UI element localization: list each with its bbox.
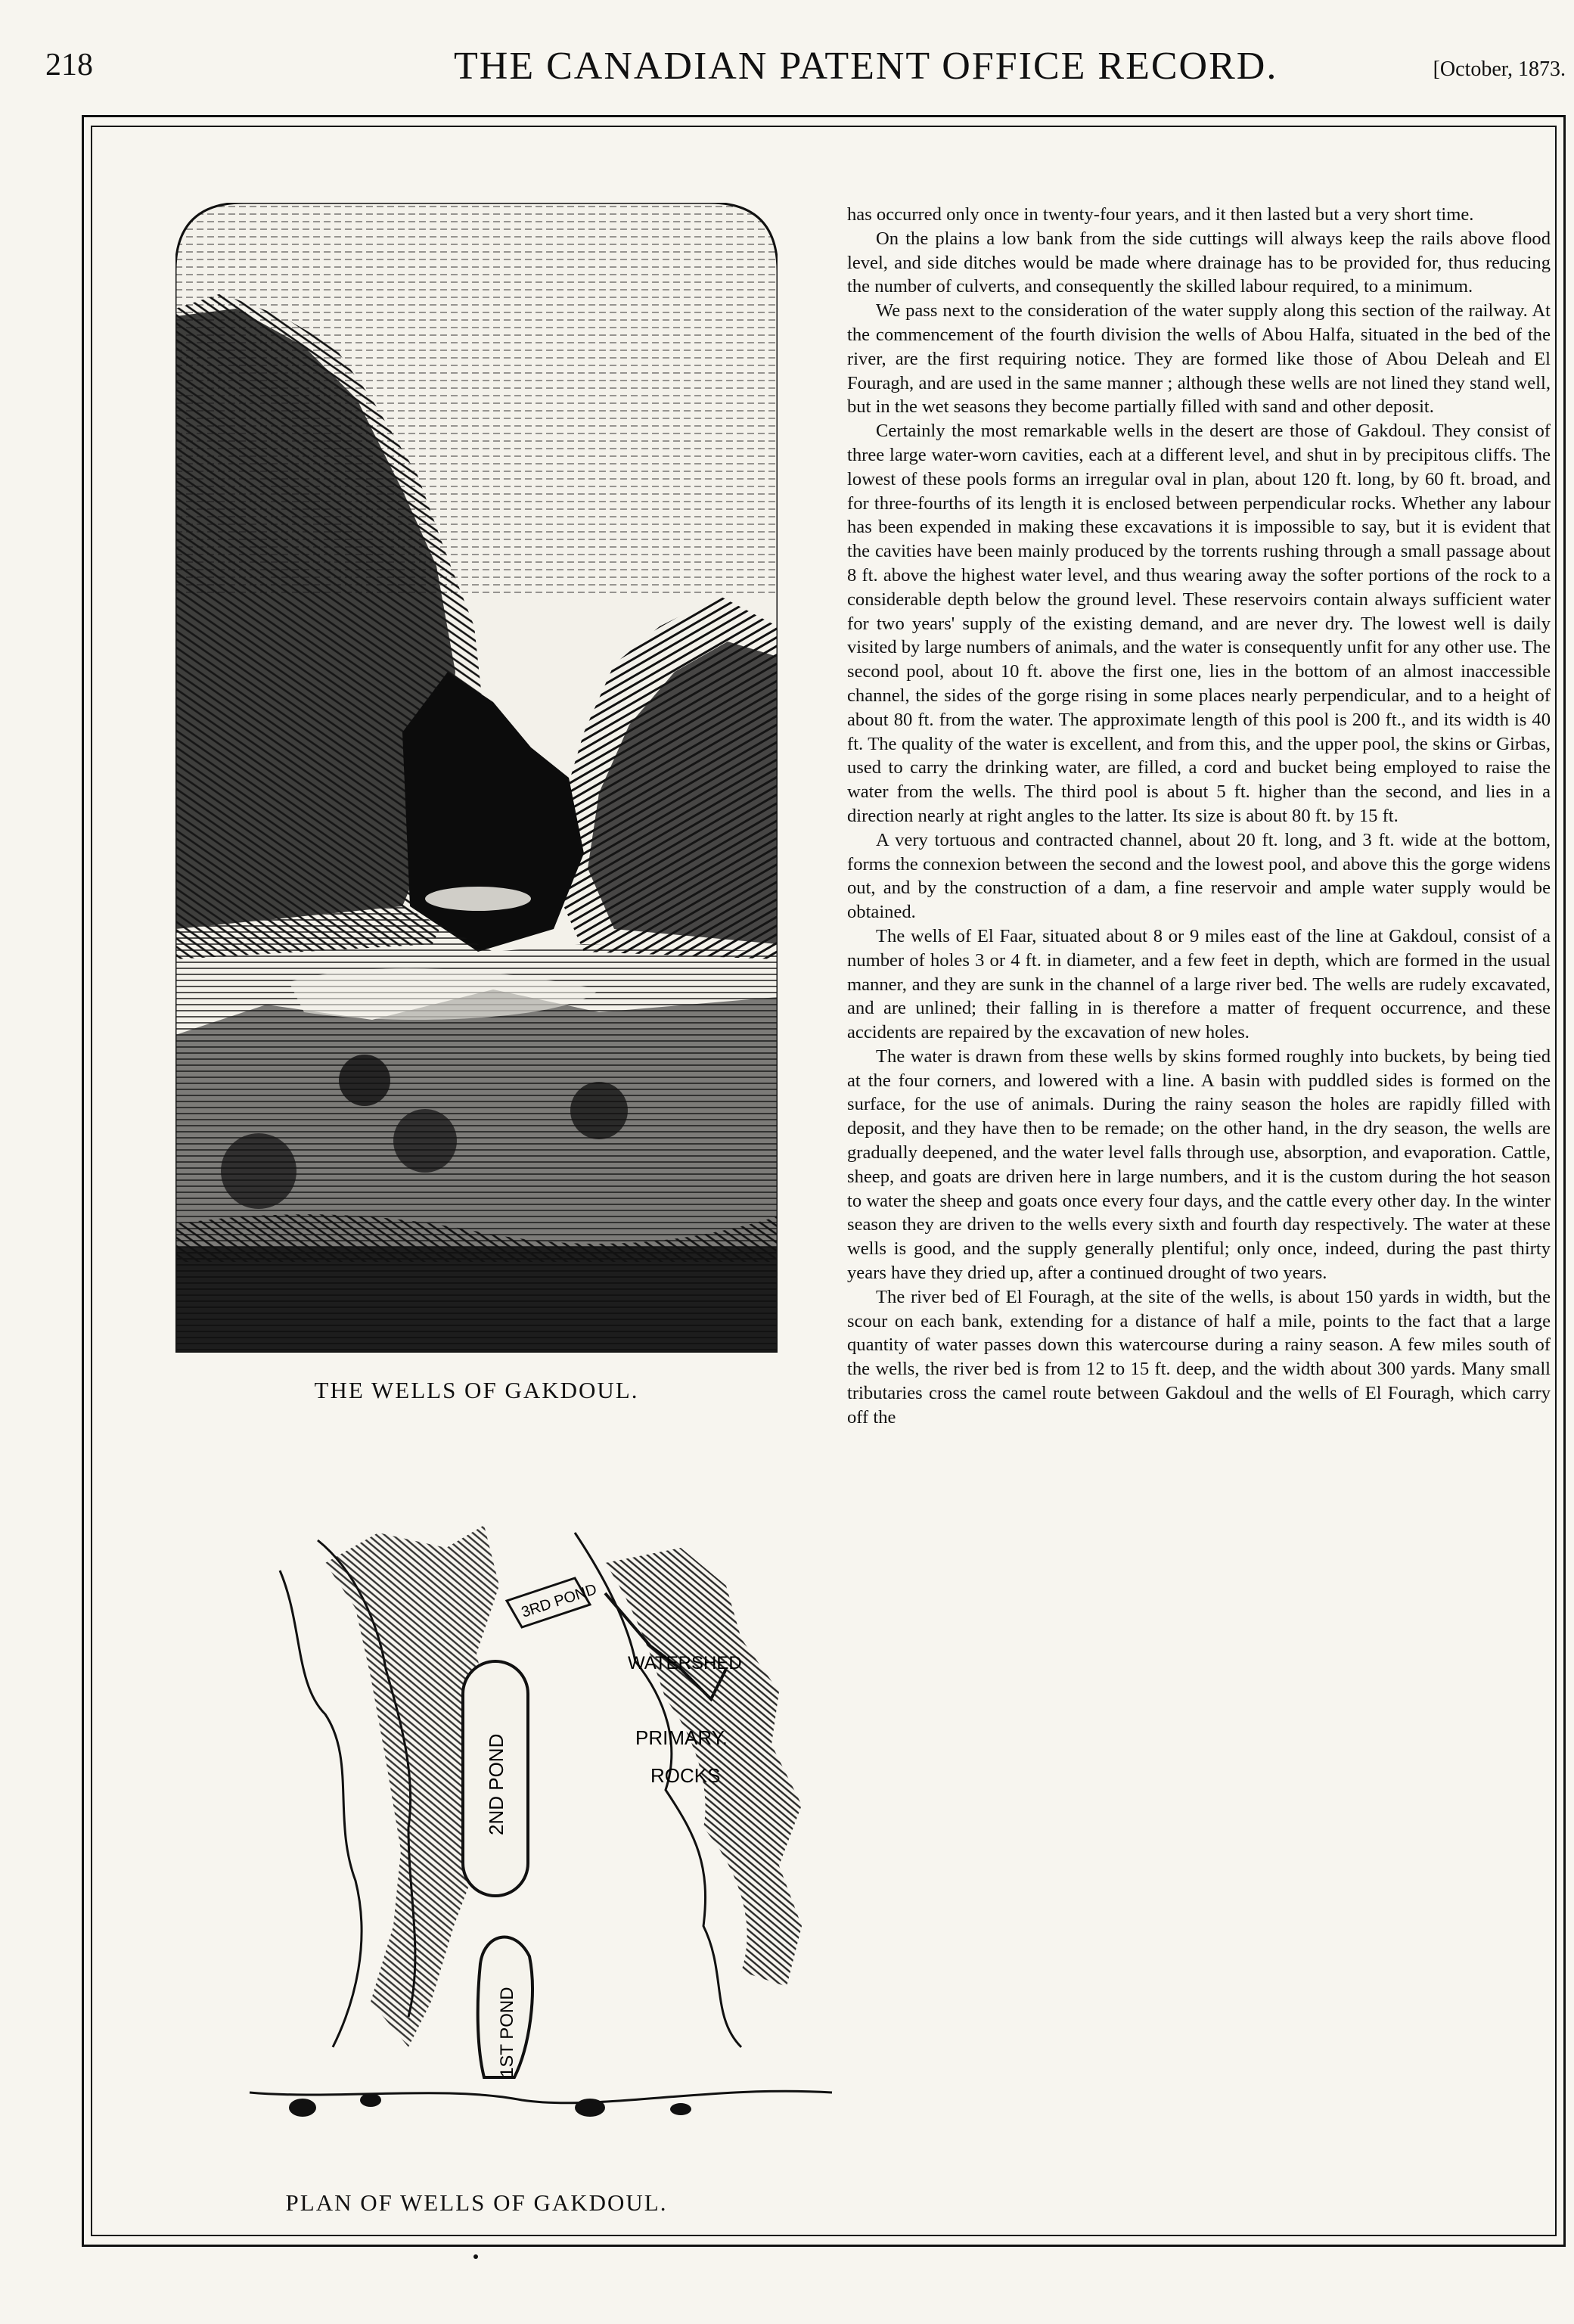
- article-paragraph: has occurred only once in twenty-four years, and it then lasted but a very short time.: [847, 204, 1474, 225]
- plan-label-rocks: ROCKS: [650, 1764, 721, 1787]
- article-paragraph: We pass next to the consideration of the water supply along this section of the railway. At the commencement of the fourth division the wells of Abou Halfa, situated in the bed of the river, are the first requiring notice. They are formed like those of Abou Deleah and El Fouragh, and are used in the same manner ; although these wells are not lined they stand well, but in the wet seasons they become partially filled with sand and other deposit.: [847, 300, 1551, 418]
- article-text-column: [847, 203, 1551, 1430]
- journal-title: THE CANADIAN PATENT OFFICE RECORD.: [454, 45, 1278, 88]
- article-paragraph: The river bed of El Fouragh, at the site of the wells, is about 150 yards in width, but the scour on each bank, extending for a distance of half a mile, points to the fact that a large quantity of water passes down this watercourse during a rainy season. A few miles south of the wells, the river bed is from 12 to 15 ft. deep, and the width about 300 yards. Many small tributaries cross the camel route between Gakdoul and the wells of El Fouragh, which carry off the: [847, 1286, 1551, 1428]
- article-paragraph: The wells of El Faar, situated about 8 or 9 miles east of the line at Gakdoul, consist of a number of holes 3 or 4 ft. in diameter, and a few feet in depth, which are formed in the usual manner, and they are sunk in the channel of a large river bed. The wells are rudely excavated, and are unlined; their falling in is therefore a matter of frequent occurrence, and these accidents are repaired by the excavation of new holes.: [847, 925, 1551, 1043]
- figure-column: [91, 126, 862, 2236]
- wells-caption: THE WELLS OF GAKDOUL.: [314, 1377, 639, 1403]
- page-header: [45, 47, 1566, 100]
- plan-caption: PLAN OF WELLS OF GAKDOUL.: [285, 2189, 668, 2216]
- plan-of-wells-map: [182, 1472, 847, 2123]
- article-paragraph: On the plains a low bank from the side cuttings will always keep the rails above flood level, and side ditches would be made where drainage has to be provided for, thus reducing the number of culverts, and consequently the skilled labour required, to a minimum.: [847, 228, 1551, 297]
- issue-date: [October, 1873.: [1433, 57, 1566, 81]
- wells-engraving-illustration: [175, 203, 778, 1353]
- plan-label-1st-pond: 1ST POND: [497, 1987, 517, 2077]
- article-paragraph: The water is drawn from these wells by skins formed roughly into buckets, by being tied at the four corners, and lowered with a line. A basin with puddled sides is formed on the surface, for the use of animals. During the rainy season the holes are rapidly filled with deposit, and they have then to be remade; on the other hand, in the dry season, the wells are gradually deepened, and the water level falls through use, absorption, and evaporation. Cattle, sheep, and goats are driven here in large numbers, and it is the custom during the hot season to water the sheep and goats once every four days, and the cattle every other day. In the winter season they are driven to the wells every sixth and fourth day respectively. The water at these wells is good, and the supply generally plentiful; only once, indeed, during the past thirty years have they dried up, after a continued drought of two years.: [847, 1045, 1551, 1284]
- plan-label-2nd-pond: 2ND POND: [485, 1733, 508, 1835]
- page-number: 218: [45, 48, 93, 82]
- plan-label-3rd-pond: 3RD POND: [519, 1580, 599, 1621]
- plan-label-watershed: WATERSHED: [628, 1653, 742, 1673]
- ornament-dot: [473, 2254, 478, 2259]
- article-paragraph: A very tortuous and contracted channel, about 20 ft. long, and 3 ft. wide at the bottom, forms the connexion between the second and the lowest pool, and above this the gorge widens out, and by the construction of a dam, a fine reservoir and ample water supply would be obtained.: [847, 829, 1551, 923]
- plan-label-primary: PRIMARY.: [635, 1726, 728, 1749]
- article-paragraph: Certainly the most remarkable wells in the desert are those of Gakdoul. They consist of three large water-worn cavities, each at a different level, and shut in by precipitous cliffs. The lowest of these pools forms an irregular oval in plan, about 120 ft. long, by 60 ft. broad, and for three-fourths of its length it is enclosed between perpendicular rocks. Whether any labour has been expended in making these excavations it is impossible to say, but it is evident that the cavities have been mainly produced by the torrents rushing through a small passage about 8 ft. above the highest water level, and thus wearing away the softer portions of the rock to a considerable depth below the ground level. These reservoirs contain always sufficient water for two years' supply of the existing demand, and are never dry. The lowest well is daily visited by large numbers of animals, and the water is consequently unfit for any other use. The second pool, about 10 ft. above the first one, lies in the bottom of an almost inaccessible channel, the sides of the gorge rising in some places nearly perpendicular, and to a height of about 80 ft. from the water. The approximate length of this pool is 200 ft., and its width is 40 ft. The quality of the water is excellent, and from this, and the upper pool, the skins or Girbas, used to carry the drinking water, are filled, a cord and bucket being employed to raise the water from the wells. The third pool is about 5 ft. higher than the second, and lies in a direction nearly at right angles to the latter. Its size is about 80 ft. by 15 ft.: [847, 421, 1551, 826]
